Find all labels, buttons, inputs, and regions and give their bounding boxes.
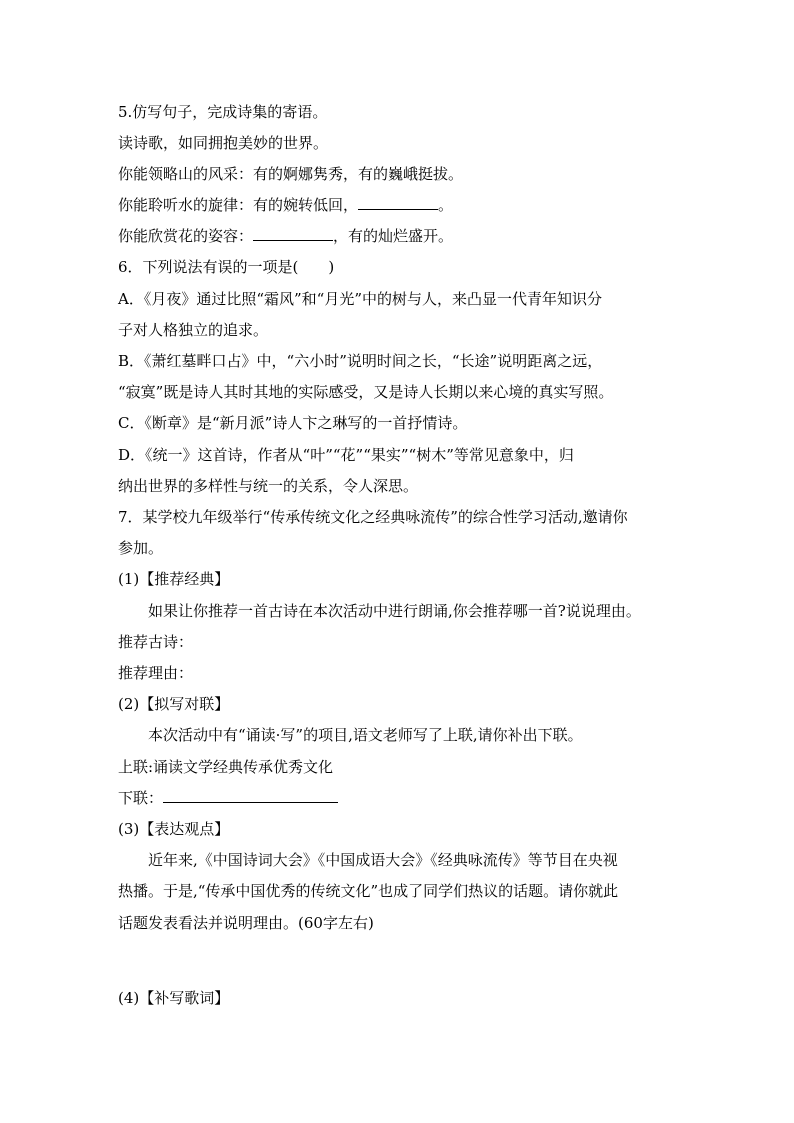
q6-option-a-cont: 子对人格独立的追求。 (118, 321, 269, 339)
q6-option-d: D．《统一》这首诗，作者从“叶”“花”“果实”“树木”等常见意象中，归 (118, 446, 574, 464)
q7-title-cont: 参加。 (118, 539, 164, 557)
q7-s1-heading: (1)【推荐经典】 (118, 570, 230, 588)
q5-line-1: 读诗歌，如同拥抱美妙的世界。 (118, 134, 329, 152)
q7-s2-heading: (2)【拟写对联】 (118, 695, 230, 713)
q5-line-4 (118, 226, 453, 246)
q6-option-d-cont: 纳出世界的多样性与统一的关系，令人深思。 (118, 477, 419, 495)
q7-s2-upper-couplet: 上联:诵读文学经典传承优秀文化 (118, 758, 334, 776)
q7-s3-prompt-cont: 热播。于是,“传承中国优秀的传统文化”也成了同学们热议的话题。请你就此 (118, 882, 619, 900)
q5-line-2: 你能领略山的风采：有的婀娜隽秀，有的巍峨挺拔。 (118, 165, 464, 183)
q5-line-4-end: ，有的灿烂盛开。 (333, 227, 454, 245)
q7-s3-heading: (3)【表达观点】 (118, 820, 230, 838)
q7-title: 7．某学校九年级举行“传承传统文化之经典咏流传”的综合性学习活动,邀请你 (118, 508, 628, 526)
q5-line-4-text: 你能欣赏花的姿容： (118, 227, 254, 245)
q7-s4-heading: (4)【补写歌词】 (118, 989, 230, 1007)
q5-line-3-text: 你能聆听水的旋律：有的婉转低回， (118, 196, 359, 214)
q5-line-3 (118, 195, 453, 215)
q7-s2-lower-label: 下联： (118, 789, 164, 807)
q6-option-a: A．《月夜》通过比照“霜风”和“月光”中的树与人，来凸显一代青年知识分 (118, 290, 603, 308)
q7-s2-lower-couplet (118, 788, 338, 808)
q7-s1-poem-label: 推荐古诗： (118, 633, 194, 651)
answer-blank[interactable] (163, 788, 338, 803)
answer-blank[interactable] (358, 195, 438, 210)
q7-s2-prompt: 本次活动中有“诵读·写”的项目,语文老师写了上联,请你补出下联。 (148, 726, 583, 744)
answer-blank[interactable] (253, 226, 333, 241)
q5-title: 5.仿写句子，完成诗集的寄语。 (118, 103, 328, 121)
q6-title: 6．下列说法有误的一项是( ) (118, 258, 335, 276)
q7-s1-reason-label: 推荐理由： (118, 664, 194, 682)
q7-s1-prompt: 如果让你推荐一首古诗在本次活动中进行朗诵,你会推荐哪一首?说说理由。 (148, 602, 641, 620)
q6-option-b: B．《萧红墓畔口占》中，“六小时”说明时间之长，“长途”说明距离之远， (118, 352, 603, 370)
q6-option-b-cont: “寂寞”既是诗人其时其地的实际感受，又是诗人长期以来心境的真实写照。 (118, 383, 614, 401)
q7-s3-prompt: 近年来,《中国诗词大会》《中国成语大会》《经典咏流传》等节目在央视 (148, 851, 618, 869)
q7-s3-prompt-end: 话题发表看法并说明理由。(60字左右) (118, 914, 374, 932)
q6-option-c: C．《断章》是“新月派”诗人卞之琳写的一首抒情诗。 (118, 414, 468, 432)
q5-line-3-end: 。 (438, 196, 454, 214)
